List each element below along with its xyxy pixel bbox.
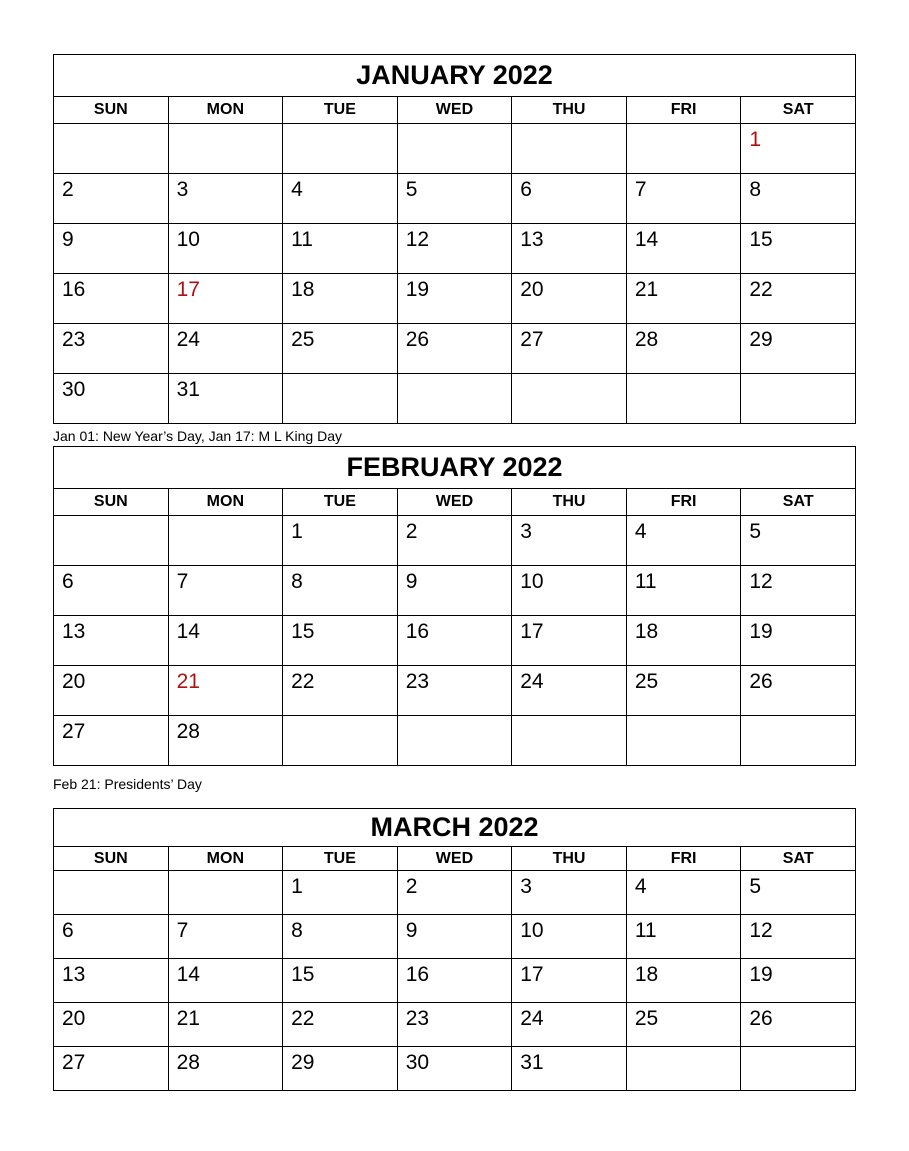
march-calendar xyxy=(53,808,856,1091)
weekday-sat: SAT xyxy=(741,489,856,516)
day-cell: 23 xyxy=(397,666,512,716)
day-cell: 24 xyxy=(512,1003,627,1047)
day-cell: 20 xyxy=(54,1003,169,1047)
day-cell: 20 xyxy=(512,274,627,324)
weekday-sat: SAT xyxy=(741,847,856,871)
day-cell xyxy=(741,1047,856,1091)
day-cell: 2 xyxy=(397,871,512,915)
day-cell: 25 xyxy=(626,666,741,716)
day-cell: 3 xyxy=(512,516,627,566)
day-cell: 1 xyxy=(283,871,398,915)
weekday-sun: SUN xyxy=(54,97,169,124)
day-cell: 27 xyxy=(54,716,169,766)
day-cell: 3 xyxy=(168,174,283,224)
day-cell: 1 xyxy=(283,516,398,566)
day-cell: 27 xyxy=(512,324,627,374)
day-cell xyxy=(54,124,169,174)
day-cell: 11 xyxy=(283,224,398,274)
day-cell: 12 xyxy=(397,224,512,274)
day-cell: 20 xyxy=(54,666,169,716)
day-cell: 28 xyxy=(168,1047,283,1091)
week-row xyxy=(54,716,856,766)
day-cell: 16 xyxy=(397,616,512,666)
month-title: MARCH 2022 xyxy=(54,809,856,847)
weekday-fri: FRI xyxy=(626,97,741,124)
day-cell: 1 xyxy=(741,124,856,174)
week-row xyxy=(54,959,856,1003)
day-cell xyxy=(168,124,283,174)
day-cell xyxy=(54,516,169,566)
day-cell xyxy=(168,871,283,915)
day-cell xyxy=(397,716,512,766)
day-cell: 25 xyxy=(283,324,398,374)
week-row xyxy=(54,174,856,224)
weekday-thu: THU xyxy=(512,847,627,871)
holiday-note: Jan 01: New Year’s Day, Jan 17: M L King Day xyxy=(53,428,342,444)
day-cell xyxy=(512,716,627,766)
day-cell: 4 xyxy=(626,516,741,566)
day-cell: 21 xyxy=(168,666,283,716)
weekday-tue: TUE xyxy=(283,847,398,871)
day-cell: 8 xyxy=(283,566,398,616)
day-cell xyxy=(626,124,741,174)
day-cell: 2 xyxy=(54,174,169,224)
day-cell: 10 xyxy=(168,224,283,274)
weekday-mon: MON xyxy=(168,97,283,124)
week-row xyxy=(54,915,856,959)
week-row xyxy=(54,274,856,324)
day-cell xyxy=(512,374,627,424)
weekday-tue: TUE xyxy=(283,489,398,516)
day-cell: 27 xyxy=(54,1047,169,1091)
month-title: JANUARY 2022 xyxy=(54,55,856,97)
day-cell: 28 xyxy=(626,324,741,374)
day-cell xyxy=(283,716,398,766)
day-cell: 10 xyxy=(512,915,627,959)
day-cell: 14 xyxy=(168,959,283,1003)
weekday-sun: SUN xyxy=(54,847,169,871)
day-cell: 26 xyxy=(741,666,856,716)
february-calendar xyxy=(53,446,856,766)
day-cell: 26 xyxy=(397,324,512,374)
day-cell: 3 xyxy=(512,871,627,915)
day-cell: 15 xyxy=(283,616,398,666)
day-cell: 22 xyxy=(283,1003,398,1047)
day-cell: 4 xyxy=(283,174,398,224)
day-cell: 9 xyxy=(54,224,169,274)
day-cell: 6 xyxy=(512,174,627,224)
day-cell xyxy=(54,871,169,915)
day-cell: 17 xyxy=(512,959,627,1003)
day-cell: 26 xyxy=(741,1003,856,1047)
month-table xyxy=(53,54,856,424)
weekday-wed: WED xyxy=(397,97,512,124)
day-cell: 7 xyxy=(168,566,283,616)
day-cell: 25 xyxy=(626,1003,741,1047)
day-cell: 18 xyxy=(626,959,741,1003)
day-cell: 19 xyxy=(741,959,856,1003)
day-cell: 18 xyxy=(626,616,741,666)
week-row xyxy=(54,124,856,174)
week-row xyxy=(54,1003,856,1047)
day-cell: 19 xyxy=(741,616,856,666)
week-row xyxy=(54,666,856,716)
day-cell xyxy=(397,124,512,174)
day-cell: 10 xyxy=(512,566,627,616)
weekday-tue: TUE xyxy=(283,97,398,124)
weekday-thu: THU xyxy=(512,97,627,124)
week-row xyxy=(54,516,856,566)
week-row xyxy=(54,374,856,424)
week-row xyxy=(54,616,856,666)
weekday-mon: MON xyxy=(168,847,283,871)
week-row xyxy=(54,871,856,915)
day-cell xyxy=(626,716,741,766)
weekday-mon: MON xyxy=(168,489,283,516)
month-table xyxy=(53,446,856,766)
weekday-header-row xyxy=(54,847,856,871)
weekday-sat: SAT xyxy=(741,97,856,124)
day-cell: 6 xyxy=(54,566,169,616)
day-cell xyxy=(168,516,283,566)
month-table xyxy=(53,808,856,1091)
day-cell: 16 xyxy=(54,274,169,324)
day-cell: 11 xyxy=(626,566,741,616)
day-cell: 31 xyxy=(512,1047,627,1091)
day-cell: 9 xyxy=(397,915,512,959)
day-cell: 29 xyxy=(283,1047,398,1091)
day-cell: 11 xyxy=(626,915,741,959)
day-cell: 14 xyxy=(626,224,741,274)
day-cell: 5 xyxy=(741,516,856,566)
day-cell: 28 xyxy=(168,716,283,766)
weekday-header-row xyxy=(54,489,856,516)
day-cell: 14 xyxy=(168,616,283,666)
day-cell xyxy=(741,374,856,424)
weekday-header-row xyxy=(54,97,856,124)
weekday-fri: FRI xyxy=(626,489,741,516)
day-cell xyxy=(512,124,627,174)
day-cell: 13 xyxy=(54,616,169,666)
day-cell: 22 xyxy=(283,666,398,716)
day-cell: 30 xyxy=(397,1047,512,1091)
week-row xyxy=(54,324,856,374)
week-row xyxy=(54,1047,856,1091)
month-title: FEBRUARY 2022 xyxy=(54,447,856,489)
day-cell: 22 xyxy=(741,274,856,324)
day-cell: 8 xyxy=(741,174,856,224)
day-cell: 9 xyxy=(397,566,512,616)
week-row xyxy=(54,566,856,616)
day-cell: 8 xyxy=(283,915,398,959)
day-cell xyxy=(626,374,741,424)
day-cell: 23 xyxy=(397,1003,512,1047)
day-cell: 17 xyxy=(168,274,283,324)
weekday-fri: FRI xyxy=(626,847,741,871)
day-cell: 15 xyxy=(741,224,856,274)
january-calendar xyxy=(53,54,856,424)
weekday-wed: WED xyxy=(397,489,512,516)
holiday-note: Feb 21: Presidents’ Day xyxy=(53,776,202,792)
weekday-thu: THU xyxy=(512,489,627,516)
day-cell: 17 xyxy=(512,616,627,666)
day-cell: 13 xyxy=(54,959,169,1003)
day-cell: 16 xyxy=(397,959,512,1003)
day-cell xyxy=(397,374,512,424)
day-cell: 4 xyxy=(626,871,741,915)
day-cell: 31 xyxy=(168,374,283,424)
week-row xyxy=(54,224,856,274)
day-cell: 30 xyxy=(54,374,169,424)
weekday-wed: WED xyxy=(397,847,512,871)
day-cell: 5 xyxy=(741,871,856,915)
day-cell: 7 xyxy=(626,174,741,224)
day-cell: 29 xyxy=(741,324,856,374)
day-cell: 23 xyxy=(54,324,169,374)
day-cell: 12 xyxy=(741,915,856,959)
day-cell: 12 xyxy=(741,566,856,616)
day-cell: 21 xyxy=(168,1003,283,1047)
day-cell: 5 xyxy=(397,174,512,224)
day-cell: 19 xyxy=(397,274,512,324)
day-cell: 24 xyxy=(168,324,283,374)
day-cell: 15 xyxy=(283,959,398,1003)
weekday-sun: SUN xyxy=(54,489,169,516)
day-cell: 7 xyxy=(168,915,283,959)
day-cell xyxy=(283,374,398,424)
day-cell: 24 xyxy=(512,666,627,716)
day-cell: 2 xyxy=(397,516,512,566)
day-cell: 21 xyxy=(626,274,741,324)
day-cell: 18 xyxy=(283,274,398,324)
day-cell: 6 xyxy=(54,915,169,959)
day-cell xyxy=(626,1047,741,1091)
day-cell: 13 xyxy=(512,224,627,274)
day-cell xyxy=(741,716,856,766)
day-cell xyxy=(283,124,398,174)
